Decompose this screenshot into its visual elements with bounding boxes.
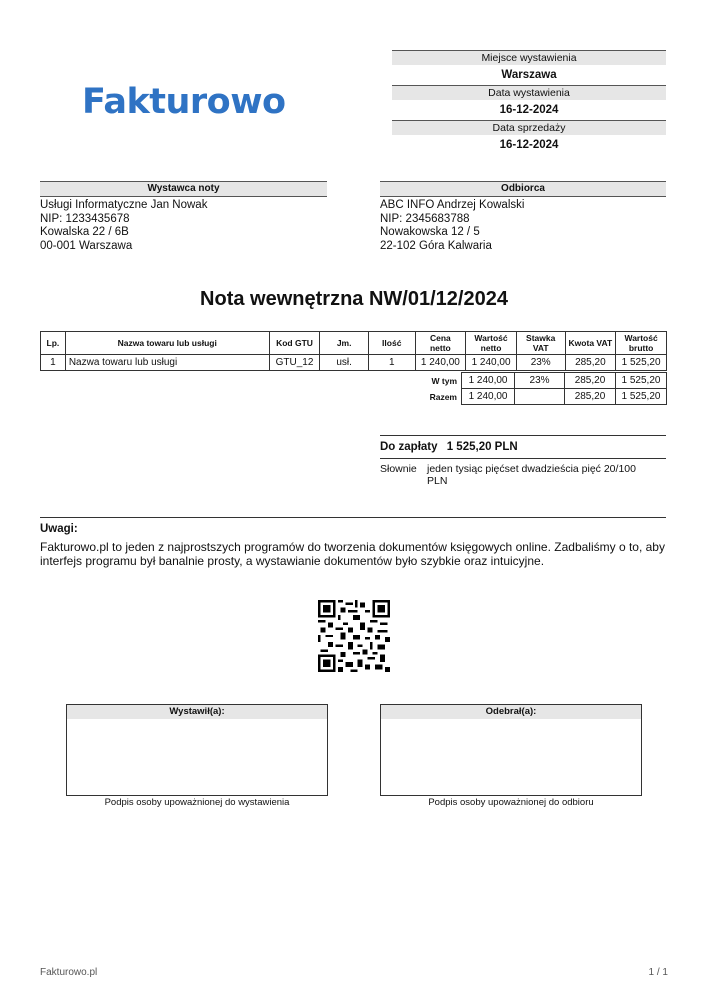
- receiver-signature-caption: Podpis osoby upoważnionej do odbioru: [428, 797, 594, 808]
- issuer-street: Kowalska 22 / 6B: [40, 226, 129, 239]
- razem-vat: 285,20: [565, 389, 616, 405]
- col-qty: Ilość: [368, 332, 415, 355]
- buyer-name: ABC INFO Andrzej Kowalski: [380, 199, 525, 211]
- issuer-name: Usługi Informatyczne Jan Nowak: [40, 199, 208, 211]
- table-row: [41, 355, 667, 371]
- receiver-signature-heading: Odebrał(a):: [381, 705, 641, 719]
- buyer-nip: NIP: 2345683788: [380, 212, 470, 225]
- razem-rate: [515, 389, 565, 405]
- cell-price: 1 240,00: [415, 355, 466, 371]
- col-jm: Jm.: [320, 332, 369, 355]
- issuer-signature-box: [66, 704, 328, 796]
- cell-qty: 1: [368, 355, 415, 371]
- receiver-signature: [380, 704, 642, 808]
- razem-net: 1 240,00: [462, 389, 515, 405]
- amount-due-label: Do zapłaty: [380, 441, 438, 453]
- cell-vat: 285,20: [565, 355, 616, 371]
- issuer-city: 00-001 Warszawa: [40, 239, 133, 252]
- notes-text: Fakturowo.pl to jeden z najprostszych programów do tworzenia dokumentów księgowych online. Zadbaliśmy o to, aby interfejs programu był banalnie prosty, a wystawianie dokumentów było szybkie oraz intuicyjne.: [40, 540, 665, 568]
- items-header-row: [41, 332, 667, 355]
- w-tym-label: W tym: [431, 375, 457, 386]
- sale-date-label: Data sprzedaży: [392, 120, 666, 135]
- footer-page-number: 1 / 1: [648, 967, 668, 978]
- col-net: Wartość netto: [466, 332, 517, 355]
- buyer-block: [380, 181, 666, 253]
- cell-gross: 1 525,20: [616, 355, 667, 371]
- issuer-signature: [66, 704, 328, 808]
- razem-gross: 1 525,20: [615, 389, 666, 405]
- words-label: Słownie: [380, 463, 417, 475]
- qr-code: [318, 600, 390, 672]
- words-value: jeden tysiąc pięćset dwadzieścia pięć 20/100 PLN: [427, 463, 636, 487]
- issue-meta: [392, 50, 666, 155]
- issue-date-value: 16-12-2024: [499, 104, 559, 116]
- footer-source: Fakturowo.pl: [40, 967, 98, 978]
- col-gross: Wartość brutto: [616, 332, 667, 355]
- issuer-signature-heading: Wystawił(a):: [67, 705, 327, 719]
- notes-section: [40, 517, 666, 568]
- payment-block: [380, 435, 666, 487]
- cell-jm: usł.: [320, 355, 369, 371]
- document-title: Nota wewnętrzna NW/01/12/2024: [200, 288, 508, 310]
- amount-in-words: [380, 463, 666, 487]
- cell-name: Nazwa towaru lub usługi: [65, 355, 269, 371]
- receiver-signature-box: [380, 704, 642, 796]
- col-price: Cena netto: [415, 332, 466, 355]
- buyer-heading: Odbiorca: [380, 181, 666, 197]
- buyer-street: Nowakowska 12 / 5: [380, 226, 480, 239]
- col-vat: Kwota VAT: [565, 332, 616, 355]
- col-lp: Lp.: [41, 332, 66, 355]
- items-table: [40, 331, 667, 371]
- col-name: Nazwa towaru lub usługi: [65, 332, 269, 355]
- fakturowo-logo: Fakturowo: [82, 82, 286, 122]
- issuer-heading: Wystawca noty: [40, 181, 327, 197]
- col-rate: Stawka VAT: [516, 332, 565, 355]
- w-tym-net: 1 240,00: [462, 373, 515, 389]
- w-tym-vat: 285,20: [565, 373, 616, 389]
- cell-net: 1 240,00: [466, 355, 517, 371]
- razem-row: [410, 389, 667, 405]
- cell-gtu: GTU_12: [269, 355, 320, 371]
- issue-date-label: Data wystawienia: [392, 85, 666, 100]
- summary-table: [410, 372, 667, 405]
- sale-date-value: 16-12-2024: [499, 139, 559, 151]
- amount-due-value: 1 525,20 PLN: [446, 441, 518, 453]
- cell-lp: 1: [41, 355, 66, 371]
- col-gtu: Kod GTU: [269, 332, 320, 355]
- w-tym-gross: 1 525,20: [615, 373, 666, 389]
- buyer-city: 22-102 Góra Kalwaria: [380, 239, 492, 252]
- issuer-nip: NIP: 1233435678: [40, 212, 130, 225]
- issuer-signature-caption: Podpis osoby upoważnionej do wystawienia: [104, 797, 290, 808]
- w-tym-rate: 23%: [515, 373, 565, 389]
- amount-due: [380, 436, 666, 459]
- cell-rate: 23%: [516, 355, 565, 371]
- issue-place-value: Warszawa: [501, 69, 557, 81]
- notes-heading: Uwagi:: [40, 523, 78, 535]
- issue-place-label: Miejsce wystawienia: [392, 50, 666, 65]
- issuer-block: [40, 181, 327, 253]
- razem-label: Razem: [429, 391, 457, 402]
- w-tym-row: [410, 373, 667, 389]
